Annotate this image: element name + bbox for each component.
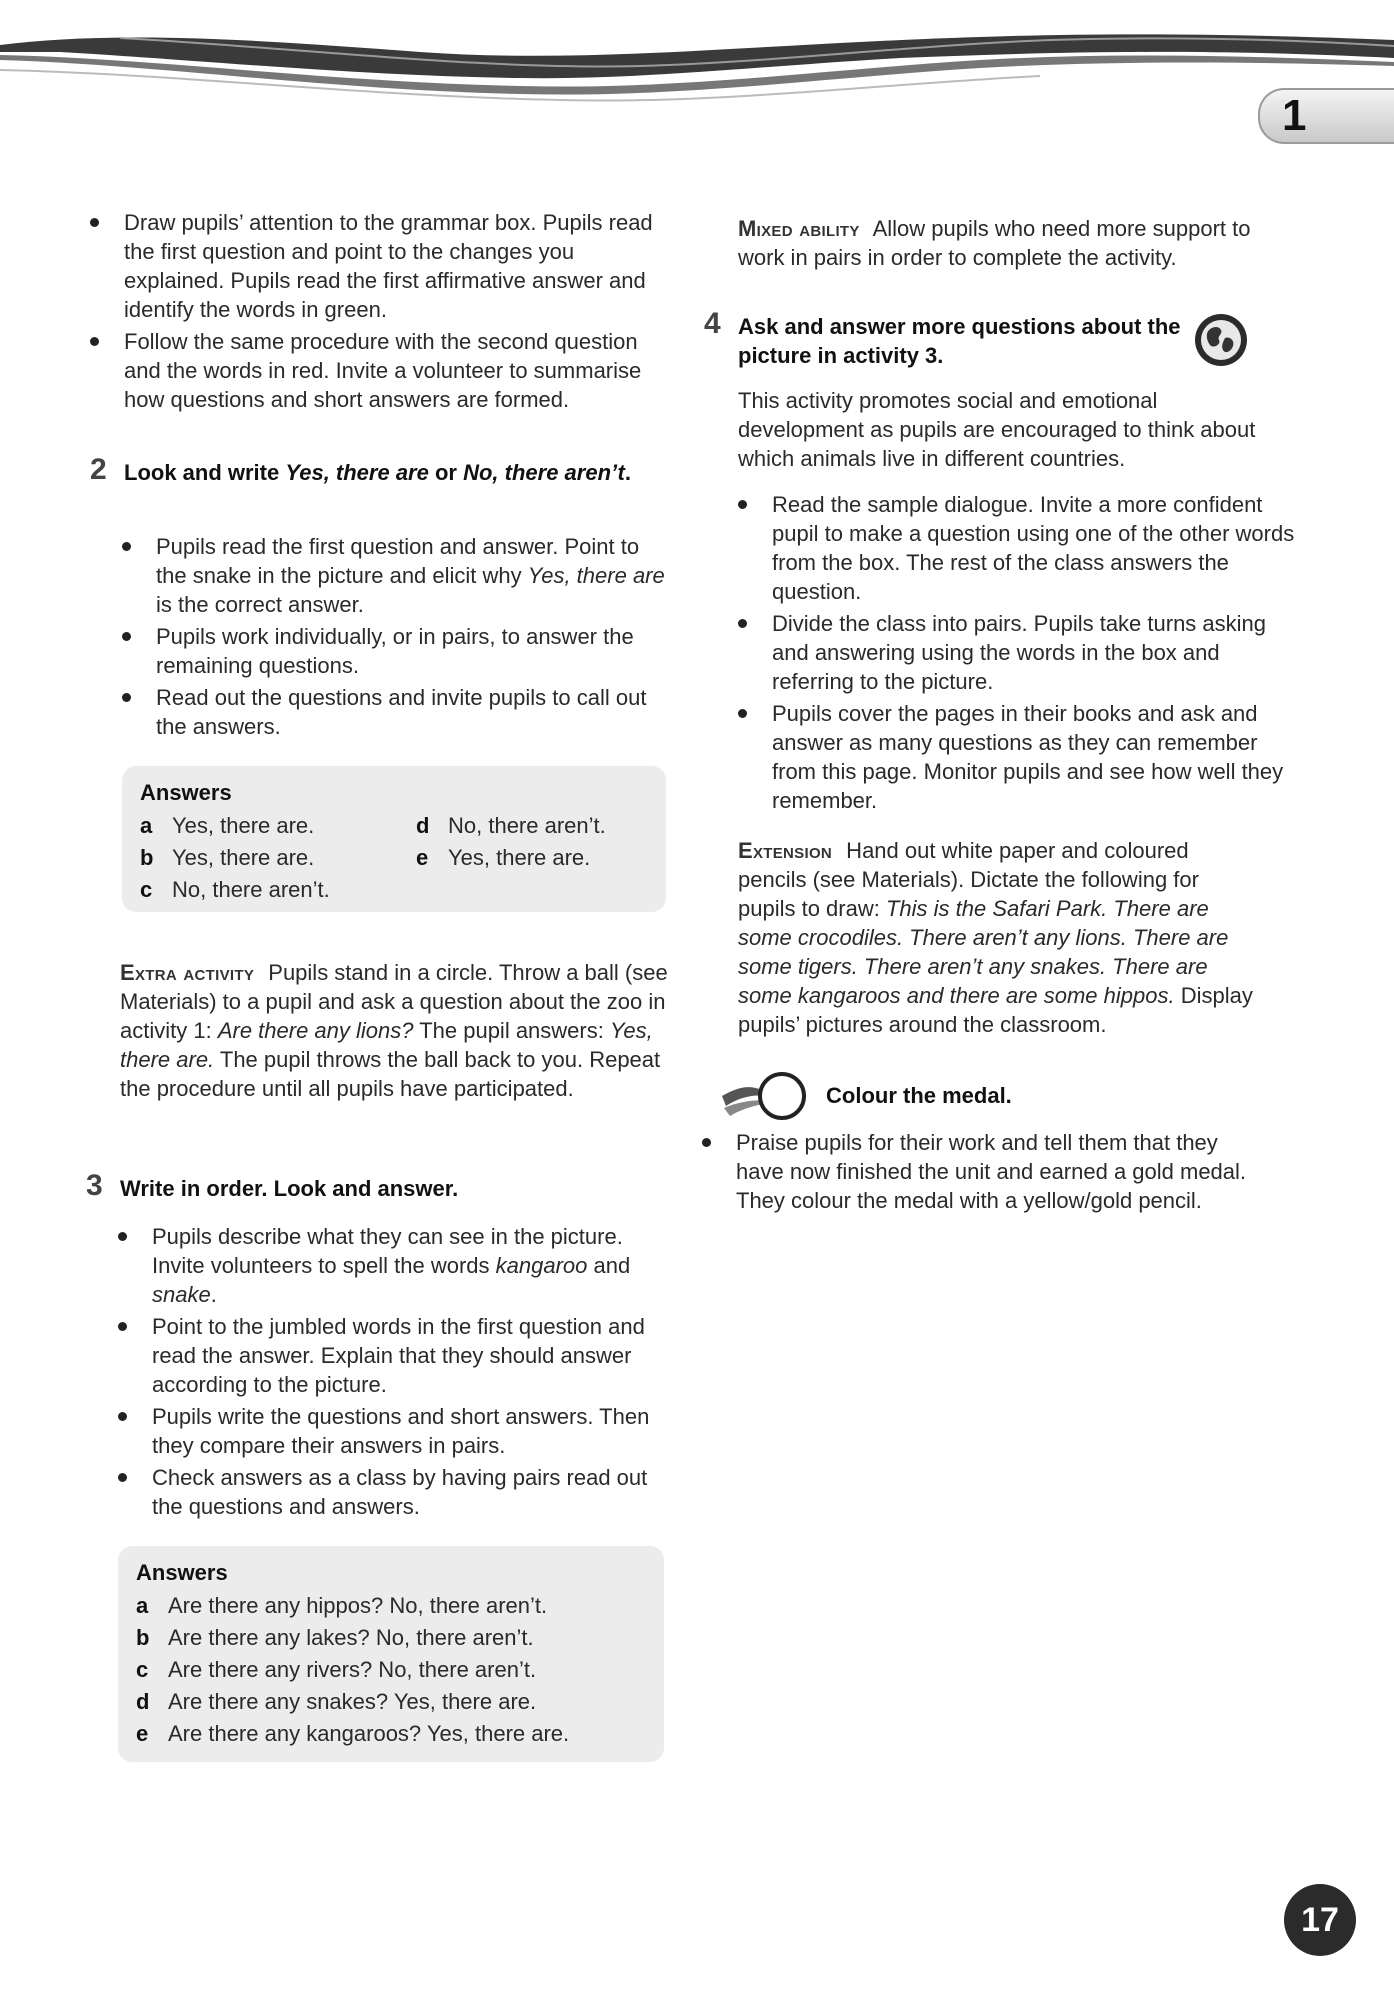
bullet-icon [738,500,747,509]
bullet-icon [738,619,747,628]
list-item: Pupils describe what they can see in the picture. Invite volunteers to spell the words kangaroo and snake. [118,1222,670,1309]
bullet-icon [702,1138,711,1147]
medal-icon [722,1066,814,1126]
mixed-ability-paragraph: Mixed ability Allow pupils who need more support to work in pairs in order to complete the activity. [738,216,1251,270]
bullet-icon [90,337,99,346]
mixed-ability-label: Mixed ability [738,216,860,241]
answer-row: d Are there any snakes? Yes, there are. [136,1689,537,1714]
activity-2-heading [90,453,670,487]
extra-activity-label: Extra activity [120,960,255,985]
bullet-icon [122,542,131,551]
bullet-icon [122,693,131,702]
bullet-icon [118,1473,127,1482]
answers-title: Answers [136,1560,228,1585]
decorative-wave-banner [0,0,1394,150]
answers-box-activity-3 [118,1546,664,1762]
globe-icon [1193,312,1249,368]
extension-paragraph: Extension Hand out white paper and coloured pencils (see Materials). Dictate the following for pupils to draw: This is the Safari Park. There are some crocodiles. There aren’t any lions. There are some tigers. There aren’t any snakes. There are some kangaroos and there are some hippos. Display pupils’ pictures around the classroom. [738,838,1253,1037]
activity-4-heading [704,307,1194,370]
activity-number: 2 [90,453,107,486]
left-column [90,208,670,417]
answer-row: b Are there any lakes? No, there aren’t. [136,1625,534,1650]
unit-number: 1 [1282,91,1307,140]
list-item: Pupils read the first question and answer. Point to the snake in the picture and elicit why Yes, there are is the correct answer. [122,532,670,619]
activity-4-intro: This activity promotes social and emotional development as pupils are encouraged to think about which animals live in different countries. [738,388,1256,471]
intro-bullet-list [90,208,670,414]
extra-activity-paragraph: Extra activity Pupils stand in a circle. Throw a ball (see Materials) to a pupil and ask a question about the zoo in activity 1: Are there any lions? The pupil answers: Yes, there are. The pupil throws the ball back to you. Repeat the procedure until all pupils have participated. [120,960,668,1101]
medal-bullets [702,1128,1262,1218]
list-item: Pupils work individually, or in pairs, to answer the remaining questions. [122,622,670,680]
bullet-icon [90,218,99,227]
activity-title: Write in order. Look and answer. [120,1176,459,1201]
activity-4-bullets [738,490,1298,818]
answer-row: b Yes, there are. [140,845,315,870]
bullet-icon [118,1412,127,1421]
bullet-icon [738,709,747,718]
page-number: 17 [1284,1884,1356,1956]
activity-title: Look and write Yes, there are or No, there aren’t. [124,460,631,485]
activity-3-heading [86,1169,666,1203]
answer-row: e Are there any kangaroos? Yes, there are. [136,1721,570,1746]
answer-row: c No, there aren’t. [140,877,330,902]
list-item: Draw pupils’ attention to the grammar box. Pupils read the first question and point to the changes you explained. Pupils read the first affirmative answer and identify the words in green. [90,208,670,324]
list-item: Point to the jumbled words in the first question and read the answer. Explain that they should answer according to the picture. [118,1312,670,1399]
answer-row: a Yes, there are. [140,813,315,838]
activity-number: 3 [86,1169,103,1202]
bullet-icon [118,1322,127,1331]
answer-row: e Yes, there are. [416,845,591,870]
list-item: Read out the questions and invite pupils to call out the answers. [122,683,670,741]
list-item: Check answers as a class by having pairs read out the questions and answers. [118,1463,670,1521]
list-item: Follow the same procedure with the second question and the words in red. Invite a volunteer to summarise how questions and short answers are formed. [90,327,670,414]
list-item: Divide the class into pairs. Pupils take turns asking and answering using the words in the box and referring to the picture. [738,609,1298,696]
medal-heading: Colour the medal. [826,1083,1012,1108]
bullet-icon [118,1232,127,1241]
list-item: Pupils write the questions and short answers. Then they compare their answers in pairs. [118,1402,670,1460]
list-item: Pupils cover the pages in their books and ask and answer as many questions as they can remember from this page. Monitor pupils and see how well they remember. [738,699,1298,815]
unit-tab [1258,88,1394,144]
answers-title: Answers [140,780,232,805]
answers-box-activity-2 [122,766,666,912]
activity-title: Ask and answer more questions about the picture in activity 3. [738,314,1181,368]
activity-2-bullets [122,532,670,744]
answer-row: c Are there any rivers? No, there aren’t. [136,1657,537,1682]
activity-number: 4 [704,307,721,340]
bullet-icon [122,632,131,641]
activity-3-bullets [118,1222,670,1524]
extension-label: Extension [738,838,833,863]
answer-row: d No, there aren’t. [416,813,606,838]
list-item: Praise pupils for their work and tell them that they have now finished the unit and earned a gold medal. They colour the medal with a yellow/gold pencil. [702,1128,1262,1215]
answer-row: a Are there any hippos? No, there aren’t. [136,1593,548,1618]
list-item: Read the sample dialogue. Invite a more confident pupil to make a question using one of the other words from the box. The rest of the class answers the question. [738,490,1298,606]
